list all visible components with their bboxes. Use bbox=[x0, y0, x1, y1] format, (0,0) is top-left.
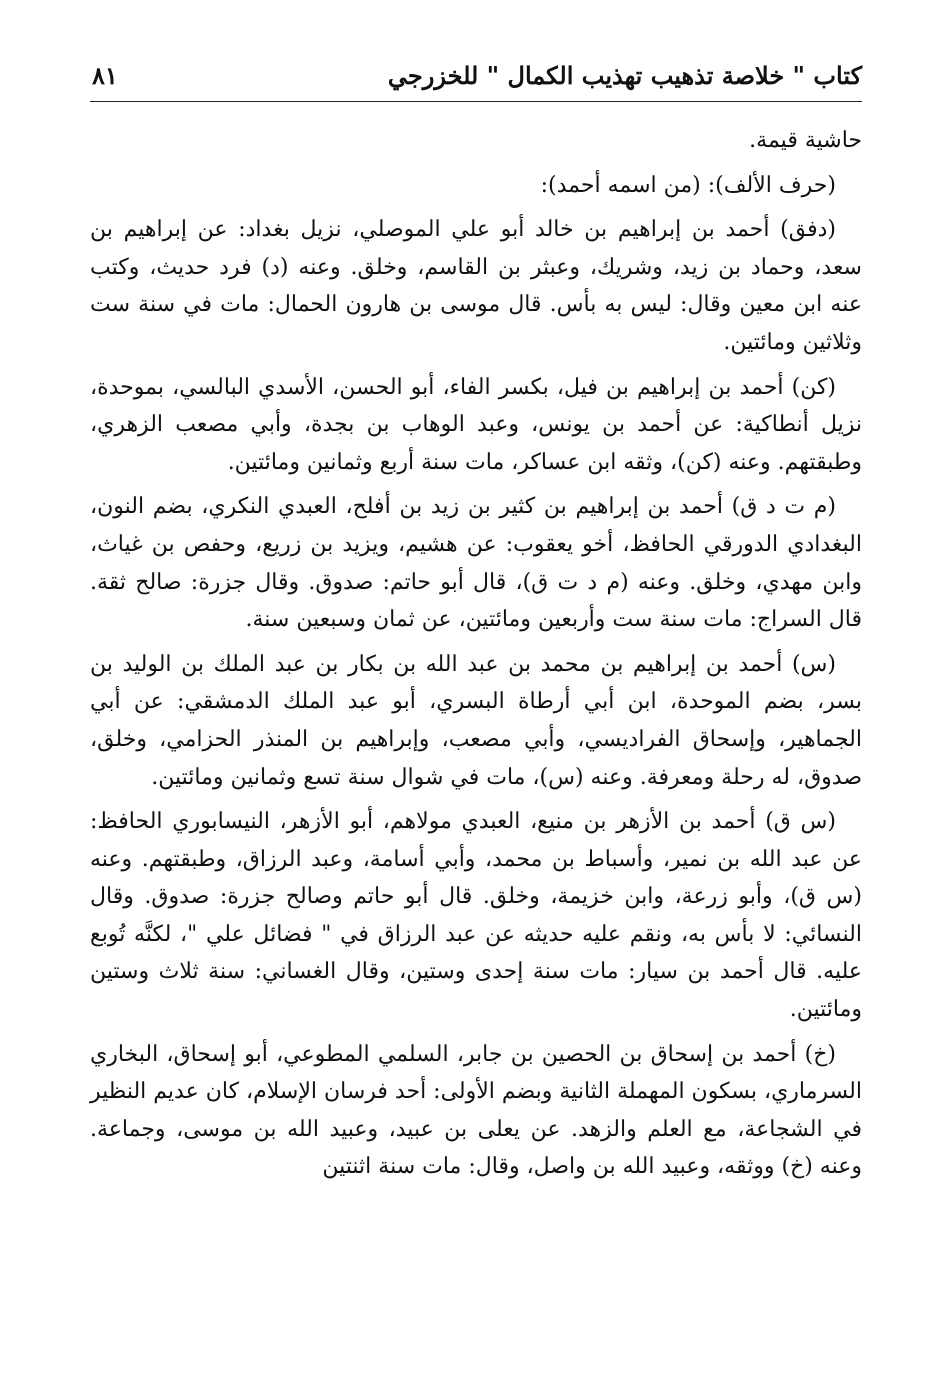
biography-entry: (م ت د ق) أحمد بن إبراهيم بن كثير بن زيد بن أفلح، العبدي النكري، بضم النون، البغدادي الدورقي الحافظ، أخو يعقوب: عن هشيم، ويزيد بن زريع، وحفص بن غياث، وابن مهدي، وخلق. وعنه (م د ت ق)، قال أبو حاتم: صدوق. وقال جزرة: صالح ثقة. قال السراج: مات سنة ست وأربعين ومائتين، عن ثمان وسبعين سنة. bbox=[90, 494, 862, 633]
section-heading-alif: (حرف الألف): (من اسمه أحمد): bbox=[540, 172, 836, 198]
biography-entry: (خ) أحمد بن إسحاق بن الحصين بن جابر، السلمي المطوعي، أبو إسحاق، البخاري السرماري، بسكون المهملة الثانية وبضم الأولى: أحد فرسان الإسلام، كان عديم النظير في الشجاعة، مع العلم والزهد. عن يعلى بن عبيد، وعبيد الله بن موسى، وجماعة. وعنه (خ) ووثقه، وعبيد الله بن واصل، وقال: مات سنة اثنتين bbox=[90, 1041, 862, 1180]
biography-entry: (س) أحمد بن إبراهيم بن محمد بن عبد الله بن بكار بن عبد الملك بن الوليد بن بسر، بضم الموحدة، ابن أبي أرطاة البسري، أبو عبد الملك الدمشقي: عن أبي الجماهير، وإسحاق الفراديسي، وأبي مصعب، وإبراهيم بن المنذر الحزامي، وخلق، صدوق، له رحلة ومعرفة. وعنه (س)، مات في شوال سنة تسع وثمانين ومائتين. bbox=[90, 651, 862, 790]
biography-entry: (دفق) أحمد بن إبراهيم بن خالد أبو علي الموصلي، نزيل بغداد: عن إبراهيم بن سعد، وحماد بن زيد، وشريك، وعبثر بن القاسم، وخلق. وعنه (د) فرد حديث، وكتب عنه ابن معين وقال: ليس به بأس. قال موسى بن هارون الحمال: مات في سنة ست وثلاثين ومائتين. bbox=[90, 217, 862, 355]
page-header bbox=[90, 55, 862, 102]
biography-entry: (س ق) أحمد بن الأزهر بن منيع، العبدي مولاهم، أبو الأزهر، النيسابوري الحافظ: عن عبد الله بن نمير، وأسباط بن محمد، وأبي أسامة، وعبد الرزاق، وطبقتهم. وعنه (س ق)، وأبو زرعة، وابن خزيمة، وخلق. قال أبو حاتم وصالح جزرة: صدوق. وقال النسائي: لا بأس به، ونقم عليه حديثه عن عبد الرزاق في " فضائل علي "، لكنَّه تُوبع عليه. قال أحمد بن سيار: مات سنة إحدى وستين، وقال الغساني: سنة ثلاث وستين ومائتين. bbox=[90, 809, 862, 1023]
biography-entry: (كن) أحمد بن إبراهيم بن فيل، بكسر الفاء، أبو الحسن، الأسدي البالسي، بموحدة، نزيل أنطاكية: عن أحمد بن يونس، وعبد الوهاب بن بجدة، وأبي مصعب الزهري، وطبقتهم. وعنه (كن)، وثقه ابن عساكر، مات سنة أربع وثمانين ومائتين. bbox=[90, 374, 862, 475]
page-number: ٨١ bbox=[92, 61, 118, 90]
paragraph-intro-end: حاشية قيمة. bbox=[749, 128, 862, 153]
running-title: كتاب " خلاصة تذهيب تهذيب الكمال " للخزرجي bbox=[387, 61, 862, 90]
page-body bbox=[90, 122, 862, 1186]
book-page bbox=[90, 55, 862, 1193]
